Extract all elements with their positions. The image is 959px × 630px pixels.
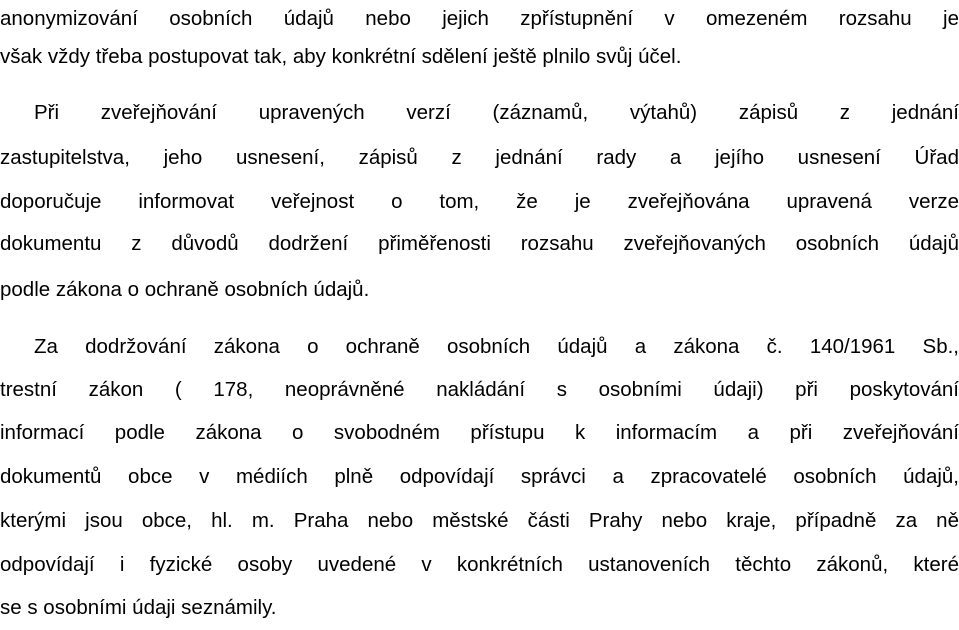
text-line: zastupitelstva, jeho usnesení, zápisů z jednání rady a jejího usnesení Úřad [0,146,959,169]
text-line: informací podle zákona o svobodném přístupu k informacím a při zveřejňování [0,421,959,444]
text-line: dokumentů obce v médiích plně odpovídají správci a zpracovatelé osobních údajů, [0,465,959,488]
text-line: odpovídají i fyzické osoby uvedené v konkrétních ustanoveních těchto zákonů, které [0,553,959,576]
text-line: doporučuje informovat veřejnost o tom, že je zveřejňována upravená verze [0,190,959,213]
text-line: však vždy třeba postupovat tak, aby konkrétní sdělení ještě plnilo svůj účel. [0,45,682,68]
text-line: Za dodržování zákona o ochraně osobních údajů a zákona č. 140/1961 Sb., [34,335,959,358]
text-line: Při zveřejňování upravených verzí (záznamů, výtahů) zápisů z jednání [34,101,959,124]
text-line: podle zákona o ochraně osobních údajů. [0,278,370,301]
text-line: dokumentu z důvodů dodržení přiměřenosti rozsahu zveřejňovaných osobních údajů [0,232,959,255]
text-line: anonymizování osobních údajů nebo jejich zpřístupnění v omezeném rozsahu je [0,7,959,30]
text-line: trestní zákon ( 178, neoprávněné nakládání s osobními údaji) při poskytování [0,378,959,401]
text-line: kterými jsou obce, hl. m. Praha nebo městské části Prahy nebo kraje, případně za ně [0,509,959,532]
text-line: se s osobními údaji seznámily. [0,596,277,619]
